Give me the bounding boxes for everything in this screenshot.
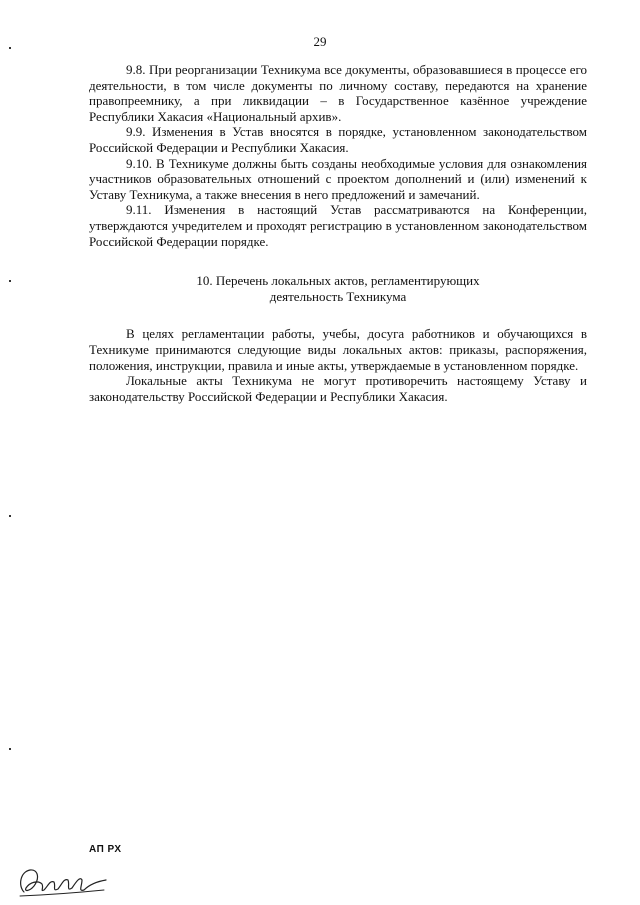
paragraph-9-11: 9.11. Изменения в настоящий Устав рассматриваются на Конференции, утверждаются учредителем и проходят регистрацию в установленном законодательством Российской Федерации порядке. bbox=[89, 202, 587, 249]
paragraph-9-10: 9.10. В Техникуме должны быть созданы необходимые условия для ознакомления участников образовательных отношений с проектом дополнений и (или) изменений к Уставу Техникума, а также внесения в него предложений и замечаний. bbox=[89, 155, 587, 202]
margin-mark bbox=[9, 47, 11, 49]
document-body bbox=[89, 62, 587, 404]
archive-stamp: АП РХ bbox=[89, 844, 122, 855]
section-10-paragraph-1: В целях регламентации работы, учебы, досуга работников и обучающихся в Техникуме принимаются следующие виды локальных актов: приказы, распоряжения, положения, инструкции, правила и иные акты, утверждаемые в установленном порядке. bbox=[89, 326, 587, 373]
margin-mark bbox=[9, 280, 11, 282]
page-number: 29 bbox=[313, 34, 327, 49]
section-10-heading-line2: деятельность Техникума bbox=[269, 288, 407, 304]
paragraph-9-8: 9.8. При реорганизации Техникума все документы, образовавшиеся в процессе его деятельности, в том числе документы по личному составу, передаются на хранение правопреемнику, а при ликвидации – в Государственное казённое учреждение Республики Хакасия «Национальный архив». bbox=[89, 62, 587, 124]
margin-mark bbox=[9, 748, 11, 750]
section-10-heading bbox=[89, 273, 587, 304]
paragraph-9-9: 9.9. Изменения в Устав вносятся в порядке, установленном законодательством Российской Федерации и Республики Хакасия. bbox=[89, 124, 587, 155]
section-10-heading-line1: 10. Перечень локальных актов, регламентирующих bbox=[196, 273, 480, 289]
signature-icon bbox=[14, 862, 110, 900]
section-10-paragraph-2: Локальные акты Техникума не могут противоречить настоящему Уставу и законодательству Российской Федерации и Республики Хакасия. bbox=[89, 373, 587, 404]
margin-mark bbox=[9, 515, 11, 517]
